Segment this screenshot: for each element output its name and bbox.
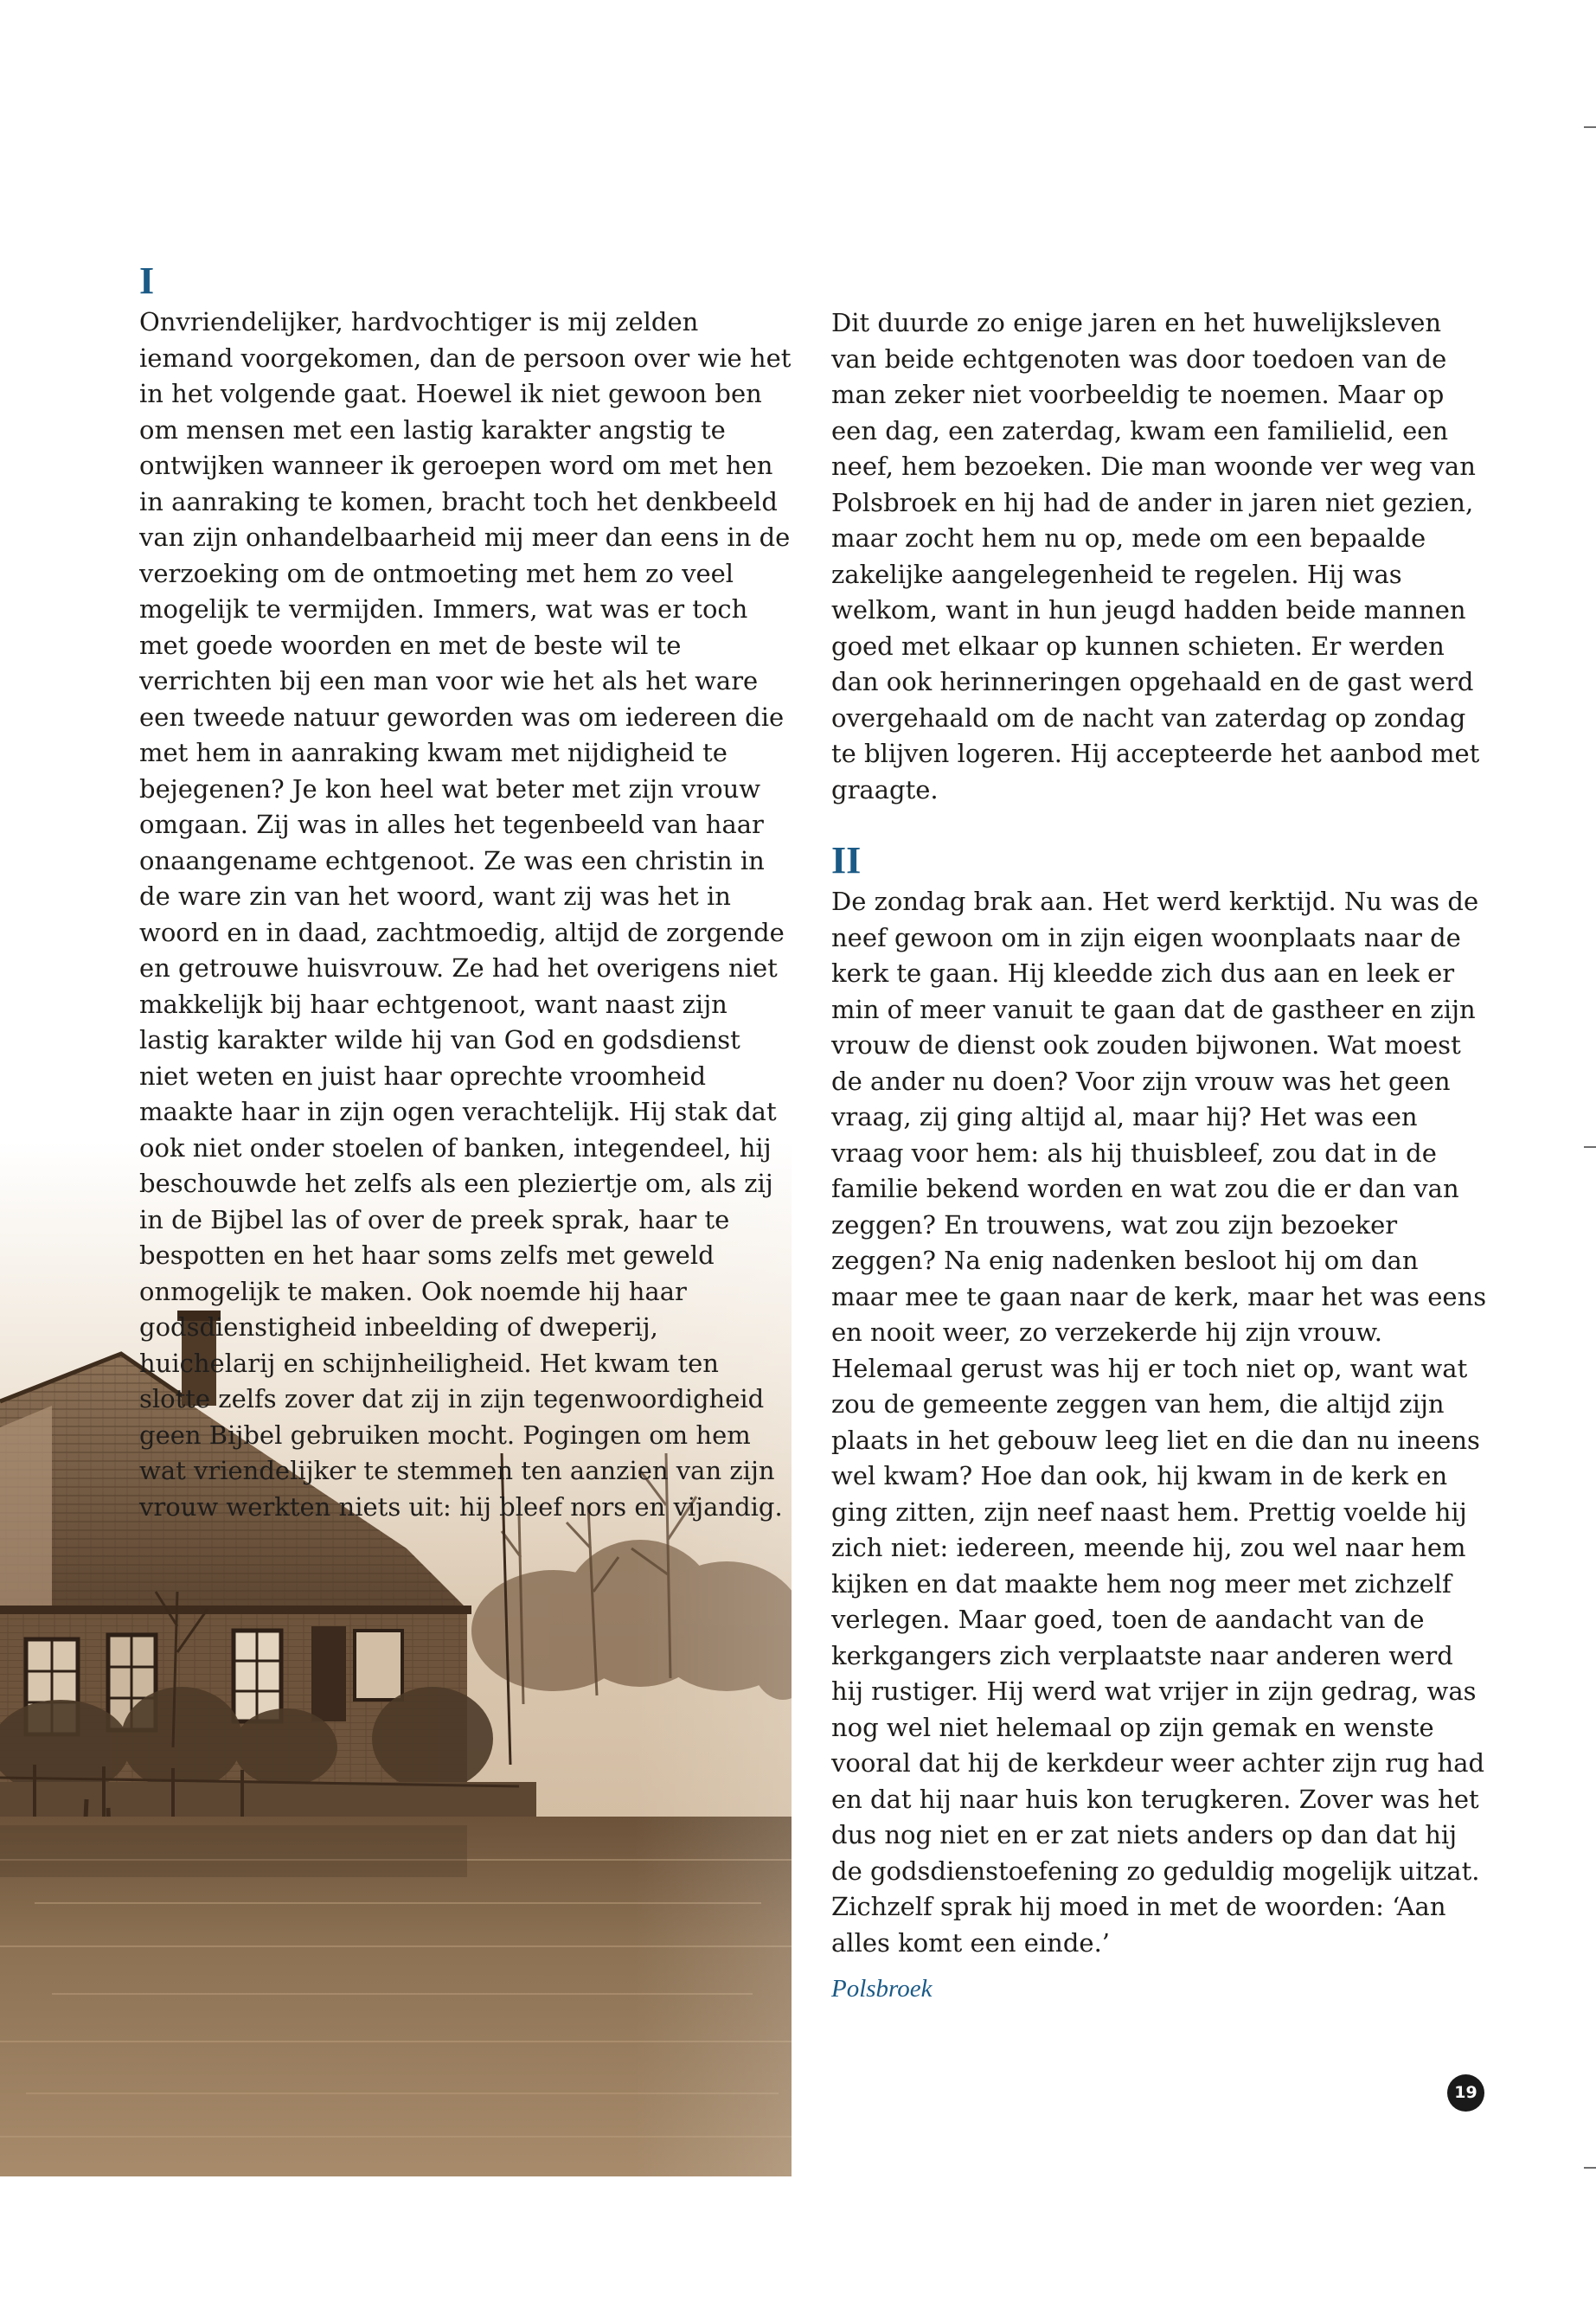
page-number-badge: 19 bbox=[1447, 2074, 1484, 2112]
crop-mark-top bbox=[1584, 126, 1596, 128]
crop-mark-bottom bbox=[1584, 2167, 1596, 2169]
left-column bbox=[139, 260, 797, 1525]
right-column bbox=[831, 305, 1489, 1961]
section-1-continuation-paragraph: Dit duurde zo enige jaren en het huwelijksleven van beide echtgenoten was door toedoen van de man zeker niet voorbeeldig te noemen. Maar op een dag, een zaterdag, kwam een familielid, een neef, hem bezoeken. Die man woonde ver weg van Polsbroek en hij had de ander in jaren niet gezien, maar zocht hem nu op, mede om een bepaalde zakelijke aangelegenheid te regelen. Hij was welkom, want in hun jeugd hadden beide mannen goed met elkaar op kunnen schieten. Er werden dan ook herinneringen opgehaald en de gast werd overgehaald om de nacht van zaterdag op zondag te blijven logeren. Hij accepteerde het aanbod met graagte. bbox=[831, 308, 1480, 804]
section-heading-2: II bbox=[831, 839, 862, 881]
section-2-paragraph: De zondag brak aan. Het werd kerktijd. Nu was de neef gewoon om in zijn eigen woonplaats naar de kerk te gaan. Hij kleedde zich dus aan en leek er min of meer vanuit te gaan dat de gastheer en zijn vrouw de dienst ook zouden bijwonen. Wat moest de ander nu doen? Voor zijn vrouw was het geen vraag, zij ging altijd al, maar hij? Het was een vraag voor hem: als hij thuisbleef, zou dat in de familie bekend worden en wat zou die er dan van zeggen? En trouwens, wat zou zijn bezoeker zeggen? Na enig nadenken besloot hij om dan maar mee te gaan naar de kerk, maar het was eens en nooit weer, zo verzekerde hij zijn vrouw. Helemaal gerust was hij er toch niet op, want wat zou de gemeente zeggen van hem, die altijd zijn plaats in het gebouw leeg liet en die dan nu ineens wel kwam? Hoe dan ook, hij kwam in de kerk en ging zitten, zijn neef naast hem. Prettig voelde hij zich niet: iedereen, meende hij, zou wel naar hem kijken en dat maakte hem nog meer met zichzelf verlegen. Maar goed, toen de aandacht van de kerkgangers zich verplaatste naar anderen werd hij rustiger. Hij werd wat vrijer in zijn gedrag, was nog wel niet helemaal op zijn gemak en wenste vooral dat hij de kerkdeur weer achter zijn rug had en dat hij naar huis kon terugkeren. Zover was het dus nog niet en er zat niets anders op dan dat hij de godsdienstoefening zo geduldig mogelijk uitzat. Zichzelf sprak hij moed in met de woorden: ‘Aan alles komt een einde.’ bbox=[831, 887, 1487, 1958]
place-caption: Polsbroek bbox=[831, 1975, 933, 2003]
section-heading-1: I bbox=[139, 260, 155, 302]
crop-mark-middle bbox=[1584, 1146, 1596, 1148]
section-1-paragraph: Onvriendelijker, hardvochtiger is mij zelden iemand voorgekomen, dan de persoon over wie het in het volgende gaat. Hoewel ik niet gewoon ben om mensen met een lastig karakter angstig te ontwijken wanneer ik geroepen word om met hen in aanraking te komen, bracht toch het denkbeeld van zijn onhandelbaarheid mij meer dan eens in de verzoeking om de ontmoeting met hem zo veel mogelijk te vermijden. Immers, wat was er toch met goede woorden en met de beste wil te verrichten bij een man voor wie het als het ware een tweede natuur geworden was om iedereen die met hem in aanraking kwam met nijdigheid te bejegenen? Je kon heel wat beter met zijn vrouw omgaan. Zij was in alles het tegenbeeld van haar onaangename echtgenoot. Ze was een christin in de ware zin van het woord, want zij was het in woord en in daad, zachtmoedig, altijd de zorgende en getrouwe huisvrouw. Ze had het overigens niet makkelijk bij haar echtgenoot, want naast zijn lastig karakter wilde hij van God en godsdienst niet weten en juist haar oprechte vroomheid maakte haar in zijn ogen verachtelijk. Hij stak dat ook niet onder stoelen of banken, integendeel, hij beschouwde het zelfs als een pleziertje om, als zij in de Bijbel las of over de preek sprak, haar te bespotten en het haar soms zelfs met geweld onmogelijk te maken. Ook noemde hij haar godsdienstigheid inbeelding of dweperij, huichelarij en schijnheiligheid. Het kwam ten slotte zelfs zover dat zij in zijn tegenwoordigheid geen Bijbel gebruiken mocht. Pogingen om hem wat vriendelijker te stemmen ten aanzien van zijn vrouw werkten niets uit: hij bleef nors en vijandig. bbox=[139, 307, 792, 1522]
